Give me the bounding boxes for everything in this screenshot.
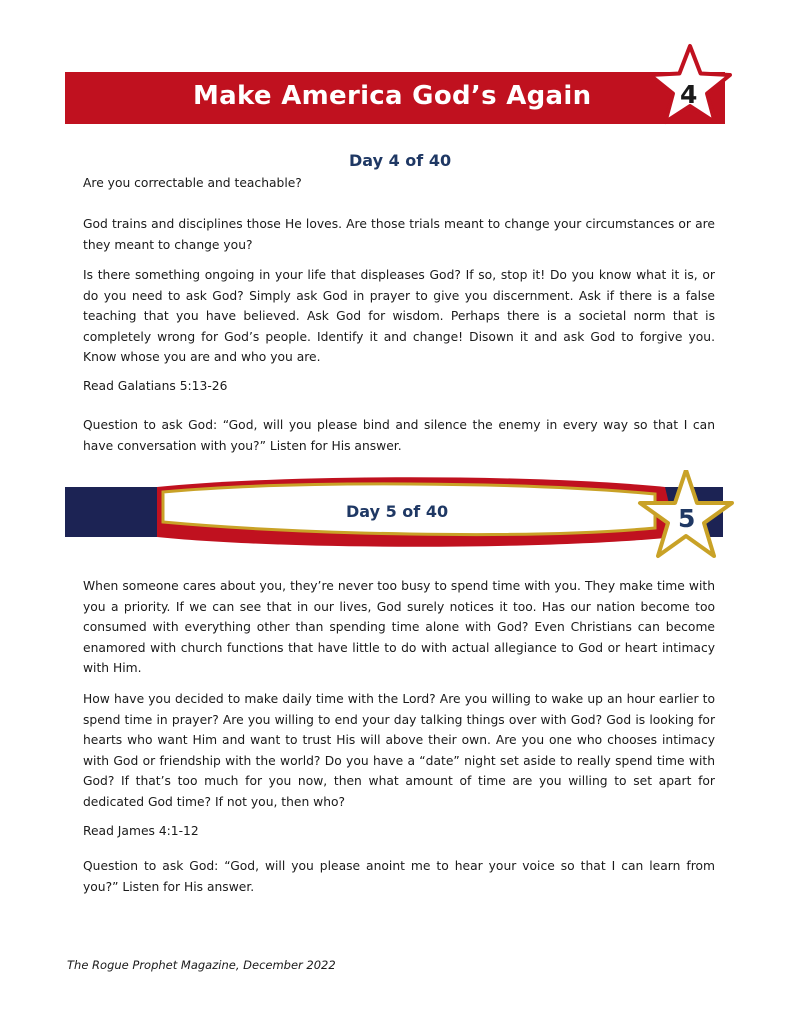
day5-question: Question to ask God: “God, will you please anoint me to hear your voice so that I can learn from you?” Listen for His answer. bbox=[83, 859, 715, 894]
footer-credit: The Rogue Prophet Magazine, December 2022 bbox=[67, 958, 336, 972]
day5-paragraph-2: How have you decided to make daily time with the Lord? Are you willing to wake up an hour earlier to spend time in prayer? Are you willing to end your day talking things over with God? God is looking for hearts who want Him and want to trust His will above their own. Are you one who chooses intimacy with God or friendship with the world? Do you have a “date” night set aside to really spend time with God? If that’s too much for you now, then what amount of time are you willing to set apart for dedicated God time? If not you, then who? bbox=[83, 692, 715, 809]
day4-paragraph-3: Is there something ongoing in your life that displeases God? If so, stop it! Do you know what it is, or do you need to ask God? Simply ask God in prayer to give you discernment. Ask if there is a false teaching that you have believed. Ask God for wisdom. Perhaps there is a societal norm that is completely wrong for God’s people. Identify it and change! Disown it and ask God to forgive you. Know whose you are and who you are. bbox=[83, 268, 715, 364]
day4-scripture: Read Galatians 5:13-26 bbox=[83, 379, 228, 393]
badge-number-4: 4 bbox=[680, 80, 698, 109]
badge-number-5: 5 bbox=[678, 504, 696, 533]
page-title: Make America God’s Again bbox=[193, 81, 592, 111]
day4-paragraph-2: God trains and disciplines those He loves. Are those trials meant to change your circumstances or are they meant to change you? bbox=[83, 217, 715, 252]
day4-title: Day 4 of 40 bbox=[349, 151, 452, 170]
day5-paragraph-1: When someone cares about you, they’re never too busy to spend time with you. They make time with you a priority. If we can see that in our lives, God surely notices it too. Has our nation become too consumed with everything other than spending time alone with God? Even Christians can become enamored with church functions that have little to do with actual allegiance to God or heart intimacy with Him. bbox=[83, 579, 715, 675]
day5-title: Day 5 of 40 bbox=[346, 502, 449, 521]
day5-scripture: Read James 4:1-12 bbox=[83, 824, 199, 838]
day4-paragraph-1: Are you correctable and teachable? bbox=[83, 176, 302, 190]
day4-question: Question to ask God: “God, will you please bind and silence the enemy in every way so that I can have conversation with you?” Listen for His answer. bbox=[83, 418, 715, 453]
